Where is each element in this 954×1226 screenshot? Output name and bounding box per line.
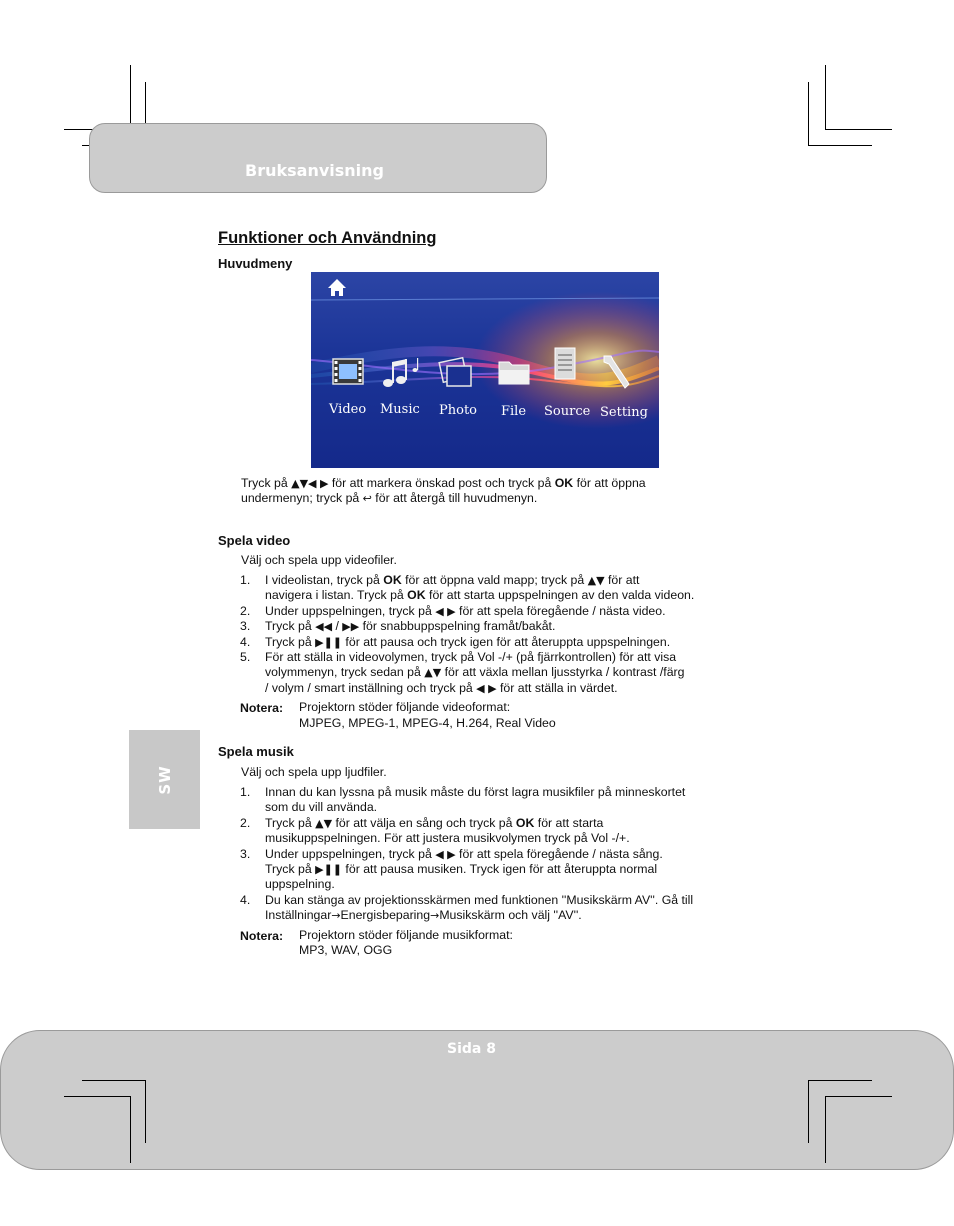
menu-label-music: Music (380, 402, 420, 417)
back-icon: ↩ (362, 492, 372, 505)
main-menu-screenshot (311, 272, 659, 468)
menu-label-photo: Photo (439, 403, 477, 418)
language-label: SW (155, 764, 174, 795)
video-note-line2: MJPEG, MPEG-1, MPEG-4, H.264, Real Video (299, 716, 556, 730)
video-note-label: Notera: (240, 701, 284, 715)
main-menu-heading: Huvudmeny (218, 256, 293, 271)
video-intro: Välj och spela upp videofiler. (241, 553, 397, 567)
language-tab (129, 730, 200, 829)
crop-mark (145, 1080, 146, 1143)
menu-screen-art (311, 272, 659, 468)
header-title: Bruksanvisning (245, 161, 384, 180)
crop-mark (82, 1080, 146, 1081)
music-note-line1: Projektorn stöder följande musikformat: (299, 928, 513, 942)
music-item-3-line3: uppspelning. (265, 877, 335, 891)
list-number: 1. (240, 785, 251, 799)
music-item-2-line1: Tryck på ▲▼ för att välja en sång och tryck på OK för att starta (265, 816, 604, 830)
up-down-arrows-icon: ▲▼ (315, 817, 333, 830)
list-number: 2. (240, 604, 251, 618)
header-tab (89, 123, 547, 193)
crop-mark (130, 65, 131, 130)
list-number: 2. (240, 816, 251, 830)
video-item-5-line3: / volym / smart inställning och tryck på ◀ ▶ för att ställa in värdet. (265, 681, 618, 695)
list-number: 1. (240, 573, 251, 587)
list-number: 5. (240, 650, 251, 664)
video-heading: Spela video (218, 533, 291, 548)
menu-label-file: File (501, 404, 527, 419)
up-down-arrows-icon: ▲▼ (424, 666, 442, 679)
page-number: Sida 8 (447, 1041, 496, 1057)
crop-mark (825, 129, 892, 130)
video-item-5-line2: volymmenyn, tryck sedan på ▲▼ för att växla mellan ljusstyrka / kontrast /färg (265, 665, 685, 679)
main-menu-desc-line1: Tryck på ▲▼◀ ▶ för att markera önskad post och tryck på OK för att öppna (241, 476, 646, 490)
arrow-right-icon: → (430, 909, 440, 922)
crop-mark (808, 82, 809, 145)
up-down-arrows-icon: ▲▼ (587, 574, 605, 587)
video-item-4: Tryck på ▶❚❚ för att pausa och tryck igen för att återuppta uppspelningen. (265, 635, 671, 649)
music-note-line2: MP3, WAV, OGG (299, 943, 393, 957)
left-right-arrows-icon: ◀ ▶ (435, 605, 456, 618)
crop-mark (825, 1096, 826, 1163)
music-item-2-line2: musikuppspelningen. För att justera musikvolymen tryck på Vol -/+. (265, 831, 630, 845)
video-item-1-line1: I videolistan, tryck på OK för att öppna vald mapp; tryck på ▲▼ för att (265, 573, 640, 587)
left-right-arrows-icon: ◀ ▶ (476, 682, 497, 695)
play-pause-icon: ▶❚❚ (315, 863, 343, 876)
list-number: 3. (240, 619, 251, 633)
crop-mark (130, 1096, 131, 1163)
video-note-line1: Projektorn stöder följande videoformat: (299, 700, 511, 714)
fast-forward-icon: ▶▶ (342, 620, 360, 633)
music-intro: Välj och spela upp ljudfiler. (241, 765, 387, 779)
menu-label-video: Video (329, 402, 367, 417)
music-item-3-line2: Tryck på ▶❚❚ för att pausa musiken. Tryck igen för att återuppta normal (265, 862, 658, 876)
list-number: 4. (240, 635, 251, 649)
arrow-right-icon: → (331, 909, 341, 922)
music-item-4-line2: Inställningar→Energisbeparing→Musikskärm och välj ''AV''. (265, 908, 582, 922)
rewind-icon: ◀◀ (315, 620, 333, 633)
music-heading: Spela musik (218, 744, 294, 759)
film-icon (333, 359, 363, 384)
folder-icon (499, 362, 529, 384)
music-item-4-line1: Du kan stänga av projektionsskärmen med funktionen ''Musikskärm AV''. Gå till (265, 893, 694, 907)
crop-mark (825, 65, 826, 130)
video-item-2: Under uppspelningen, tryck på ◀ ▶ för att spela föregående / nästa video. (265, 604, 666, 618)
list-number: 4. (240, 893, 251, 907)
crop-mark (808, 145, 872, 146)
arrow-keys-icon: ▲▼◀ ▶ (291, 477, 329, 490)
video-item-3: Tryck på ◀◀ / ▶▶ för snabbuppspelning framåt/bakåt. (265, 619, 556, 633)
main-menu-desc-line2: undermenyn; tryck på ↩ för att återgå till huvudmenyn. (241, 491, 538, 505)
crop-mark (808, 1080, 809, 1143)
menu-label-setting: Setting (600, 405, 648, 420)
section-title: Funktioner och Användning (218, 229, 437, 247)
list-number: 3. (240, 847, 251, 861)
music-note-label: Notera: (240, 929, 284, 943)
menu-label-source: Source (544, 404, 591, 419)
video-item-1-line2: navigera i listan. Tryck på OK för att starta uppspelningen av den valda videon. (265, 588, 695, 602)
music-item-1-line1: Innan du kan lyssna på musik måste du först lagra musikfiler på minneskortet (265, 785, 686, 799)
music-item-1-line2: som du vill använda. (265, 800, 378, 814)
crop-mark (808, 1080, 872, 1081)
memory-card-icon (555, 348, 575, 379)
left-right-arrows-icon: ◀ ▶ (435, 848, 456, 861)
play-pause-icon: ▶❚❚ (315, 636, 343, 649)
music-item-3-line1: Under uppspelningen, tryck på ◀ ▶ för att spela föregående / nästa sång. (265, 847, 663, 861)
crop-mark (825, 1096, 892, 1097)
video-item-5-line1: För att ställa in videovolymen, tryck på Vol -/+ (på fjärrkontrollen) för att visa (265, 650, 677, 664)
crop-mark (64, 1096, 131, 1097)
